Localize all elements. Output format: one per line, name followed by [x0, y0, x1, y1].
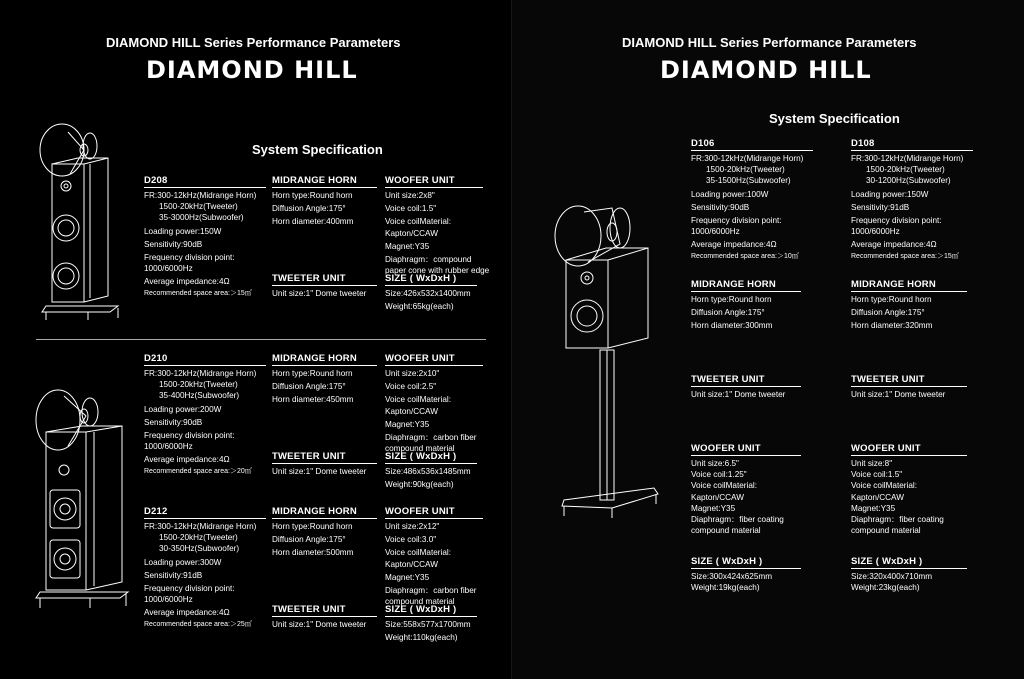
spec-line: Magnet:Y35	[691, 503, 736, 513]
spec-line: Voice coilMaterial:	[851, 481, 917, 491]
spec-line: Magnet:Y35	[385, 572, 430, 582]
section-title: MIDRANGE HORN	[272, 175, 377, 188]
spec-line: Size:486x536x1485mm	[385, 467, 471, 476]
spec-line: compound material	[851, 526, 921, 536]
spec-line: Size:558x577x1700mm	[385, 620, 471, 629]
freq-division-value: 1000/6000Hz	[144, 442, 193, 452]
loading-power: Loading power:150W	[144, 226, 222, 236]
spec-line: Horn diameter:450mm	[272, 395, 354, 405]
freq-division-value: 1000/6000Hz	[851, 227, 900, 237]
spec-line: Magnet:Y35	[385, 241, 430, 251]
spec-line: Unit size:2x12"	[385, 522, 440, 531]
spec-line: Diffusion Angle:175°	[691, 308, 765, 318]
d210-woofer-spec	[385, 353, 483, 454]
space-area: Recommended space area:＞25㎡	[144, 620, 252, 628]
section-title: WOOFER UNIT	[385, 506, 483, 519]
loading-power: Loading power:300W	[144, 557, 222, 567]
d208-size-spec	[385, 273, 477, 312]
system-spec-title: System Specification	[769, 111, 900, 126]
freq-division: Frequency division point:	[851, 216, 942, 226]
impedance: Average impedance:4Ω	[691, 240, 777, 250]
spec-line: Voice coil:3.0"	[385, 535, 437, 545]
spec-line: Kapton/CCAW	[385, 559, 438, 569]
loading-power: Loading power:100W	[691, 189, 769, 199]
fr-line: 1500-20kHz(Tweeter)	[866, 165, 945, 175]
spec-line: Size:320x400x710mm	[851, 572, 933, 581]
section-title: SIZE ( WxDxH )	[691, 556, 801, 569]
d212-woofer-spec	[385, 506, 483, 607]
spec-line: paper cone with rubber edge	[385, 266, 490, 276]
spec-line: Unit size:1" Dome tweeter	[691, 390, 786, 399]
spec-line: Weight:90kg(each)	[385, 480, 454, 490]
spec-line: compound material	[385, 597, 455, 607]
d106-woofer-spec	[691, 443, 801, 536]
d212-size-spec	[385, 604, 477, 643]
spec-line: Horn type:Round horn	[272, 191, 353, 200]
spec-line: Weight:19kg(each)	[691, 583, 760, 593]
spec-line: Voice coilMaterial:	[385, 548, 451, 558]
spec-line: Magnet:Y35	[851, 503, 896, 513]
fr-line: 30-350Hz(Subwoofer)	[159, 544, 240, 554]
section-title: SIZE ( WxDxH )	[385, 604, 477, 617]
spec-line: Diaphragm：carbon fiber	[385, 586, 477, 596]
d210-speaker-illustration	[34, 386, 134, 608]
spec-line: Horn type:Round horn	[691, 295, 772, 304]
fr-line: FR:300-12kHz(Midrange Horn)	[851, 154, 964, 163]
spec-line: Diffusion Angle:175°	[272, 204, 346, 214]
freq-division-value: 1000/6000Hz	[144, 595, 193, 605]
brand-logo: DIAMOND HILL	[146, 56, 358, 84]
spec-line: Unit size:2x8"	[385, 191, 435, 200]
d210-tweeter-spec	[272, 451, 377, 477]
spec-line: Unit size:1" Dome tweeter	[272, 289, 367, 298]
fr-line: FR:300-12kHz(Midrange Horn)	[144, 522, 257, 531]
spec-line: Voice coil:1.5"	[385, 204, 437, 214]
spec-line: Horn type:Round horn	[272, 522, 353, 531]
spec-line: Kapton/CCAW	[691, 492, 744, 502]
section-divider	[36, 339, 486, 340]
model-name: D108	[851, 138, 973, 151]
spec-line: Unit size:8"	[851, 459, 893, 468]
section-title: WOOFER UNIT	[385, 175, 483, 188]
freq-division: Frequency division point:	[144, 584, 235, 594]
loading-power: Loading power:150W	[851, 189, 929, 199]
sensitivity: Sensitivity:90dB	[144, 417, 203, 427]
d208-general-spec	[144, 175, 266, 299]
impedance: Average impedance:4Ω	[144, 608, 230, 618]
section-title: SIZE ( WxDxH )	[385, 451, 477, 464]
spec-line: Size:300x424x625mm	[691, 572, 773, 581]
spec-line: Diaphragm：carbon fiber	[385, 433, 477, 443]
fr-line: 1500-20kHz(Tweeter)	[706, 165, 785, 175]
d210-midrange-spec	[272, 353, 377, 406]
freq-division-value: 1000/6000Hz	[691, 227, 740, 237]
right-page	[512, 0, 1024, 679]
d210-size-spec	[385, 451, 477, 490]
section-title: TWEETER UNIT	[272, 273, 377, 286]
section-title: MIDRANGE HORN	[272, 506, 377, 519]
section-title: TWEETER UNIT	[272, 604, 377, 617]
d106-size-spec	[691, 556, 801, 593]
spec-line: Diffusion Angle:175°	[851, 308, 925, 318]
d108-woofer-spec	[851, 443, 967, 536]
d106-speaker-illustration	[554, 204, 664, 518]
d108-size-spec	[851, 556, 967, 593]
spec-line: Voice coilMaterial:	[691, 481, 757, 491]
space-area: Recommended space area:＞10㎡	[691, 252, 799, 260]
section-title: WOOFER UNIT	[851, 443, 967, 456]
spec-line: Size:426x532x1400mm	[385, 289, 471, 298]
space-area: Recommended space area:＞15㎡	[851, 252, 959, 260]
spec-line: compound material	[385, 444, 455, 454]
spec-line: Diffusion Angle:175°	[272, 382, 346, 392]
freq-division: Frequency division point:	[144, 431, 235, 441]
spec-line: Diaphragm：fiber coating	[851, 515, 944, 525]
spec-line: Magnet:Y35	[385, 419, 430, 429]
spec-line: Diffusion Angle:175°	[272, 535, 346, 545]
spec-line: Unit size:2x10"	[385, 369, 440, 378]
model-name: D208	[144, 175, 266, 188]
d212-tweeter-spec	[272, 604, 377, 630]
fr-line: 1500-20kHz(Tweeter)	[159, 533, 238, 543]
section-title: MIDRANGE HORN	[851, 279, 967, 292]
section-title: SIZE ( WxDxH )	[851, 556, 967, 569]
spec-line: Voice coilMaterial:	[385, 395, 451, 405]
spec-line: Horn diameter:500mm	[272, 548, 354, 558]
spec-line: compound material	[691, 526, 761, 536]
freq-division: Frequency division point:	[144, 253, 235, 263]
sensitivity: Sensitivity:91dB	[851, 202, 910, 212]
section-title: WOOFER UNIT	[691, 443, 801, 456]
spec-line: Kapton/CCAW	[385, 406, 438, 416]
d108-midrange-spec	[851, 279, 967, 332]
section-title: MIDRANGE HORN	[691, 279, 801, 292]
spec-line: Voice coil:1.25"	[691, 470, 747, 480]
fr-line: 30-1200Hz(Subwoofer)	[866, 176, 951, 186]
space-area: Recommended space area:＞20㎡	[144, 467, 252, 475]
spec-line: Diaphragm：fiber coating	[691, 515, 784, 525]
spec-line: Unit size:6.5"	[691, 459, 739, 468]
model-name: D212	[144, 506, 266, 519]
fr-line: FR:300-12kHz(Midrange Horn)	[144, 191, 257, 200]
d208-speaker-illustration	[38, 124, 128, 320]
spec-line: Weight:23kg(each)	[851, 583, 920, 593]
spec-line: Voice coil:1.5"	[851, 470, 903, 480]
d208-woofer-spec	[385, 175, 490, 276]
section-title: TWEETER UNIT	[691, 374, 801, 387]
impedance: Average impedance:4Ω	[144, 455, 230, 465]
freq-division: Frequency division point:	[691, 216, 782, 226]
section-title: WOOFER UNIT	[385, 353, 483, 366]
spec-line: Weight:65kg(each)	[385, 302, 454, 312]
fr-line: 35-1500Hz(Subwoofer)	[706, 176, 791, 186]
model-name: D106	[691, 138, 813, 151]
spec-line: Horn diameter:320mm	[851, 321, 933, 331]
spec-line: Kapton/CCAW	[385, 228, 438, 238]
section-title: SIZE ( WxDxH )	[385, 273, 477, 286]
section-title: TWEETER UNIT	[851, 374, 967, 387]
d208-midrange-spec	[272, 175, 377, 228]
sensitivity: Sensitivity:90dB	[691, 202, 750, 212]
spec-line: Unit size:1" Dome tweeter	[272, 620, 367, 629]
d108-general-spec	[851, 138, 973, 262]
system-spec-title: System Specification	[252, 142, 383, 157]
section-title: MIDRANGE HORN	[272, 353, 377, 366]
spec-line: Voice coil:2.5"	[385, 382, 437, 392]
impedance: Average impedance:4Ω	[144, 277, 230, 287]
spec-line: Unit size:1" Dome tweeter	[272, 467, 367, 476]
space-area: Recommended space area:＞15㎡	[144, 289, 252, 297]
fr-line: 35-3000Hz(Subwoofer)	[159, 213, 244, 223]
d106-general-spec	[691, 138, 813, 262]
sensitivity: Sensitivity:91dB	[144, 570, 203, 580]
impedance: Average impedance:4Ω	[851, 240, 937, 250]
spec-line: Kapton/CCAW	[851, 492, 904, 502]
spec-line: Horn type:Round horn	[272, 369, 353, 378]
spec-line: Unit size:1" Dome tweeter	[851, 390, 946, 399]
spec-line: Horn diameter:400mm	[272, 217, 354, 227]
fr-line: 35-400Hz(Subwoofer)	[159, 391, 240, 401]
spec-line: Weight:110kg(each)	[385, 633, 458, 643]
spec-line: Horn diameter:300mm	[691, 321, 773, 331]
d210-general-spec	[144, 353, 266, 477]
brand-logo: DIAMOND HILL	[660, 56, 872, 84]
spec-line: Horn type:Round horn	[851, 295, 932, 304]
fr-line: FR:300-12kHz(Midrange Horn)	[144, 369, 257, 378]
loading-power: Loading power:200W	[144, 404, 222, 414]
d106-tweeter-spec	[691, 374, 801, 400]
d106-midrange-spec	[691, 279, 801, 332]
sensitivity: Sensitivity:90dB	[144, 239, 203, 249]
page-header: DIAMOND HILL Series Performance Parameters	[106, 35, 401, 50]
d208-tweeter-spec	[272, 273, 377, 299]
fr-line: FR:300-12kHz(Midrange Horn)	[691, 154, 804, 163]
d212-midrange-spec	[272, 506, 377, 559]
fr-line: 1500-20kHz(Tweeter)	[159, 202, 238, 212]
freq-division-value: 1000/6000Hz	[144, 264, 193, 274]
fr-line: 1500-20kHz(Tweeter)	[159, 380, 238, 390]
model-name: D210	[144, 353, 266, 366]
d212-general-spec	[144, 506, 266, 630]
spec-line: Diaphragm：compound	[385, 255, 472, 265]
page-header: DIAMOND HILL Series Performance Parameters	[622, 35, 917, 50]
section-title: TWEETER UNIT	[272, 451, 377, 464]
d108-tweeter-spec	[851, 374, 967, 400]
spec-line: Voice coilMaterial:	[385, 217, 451, 227]
